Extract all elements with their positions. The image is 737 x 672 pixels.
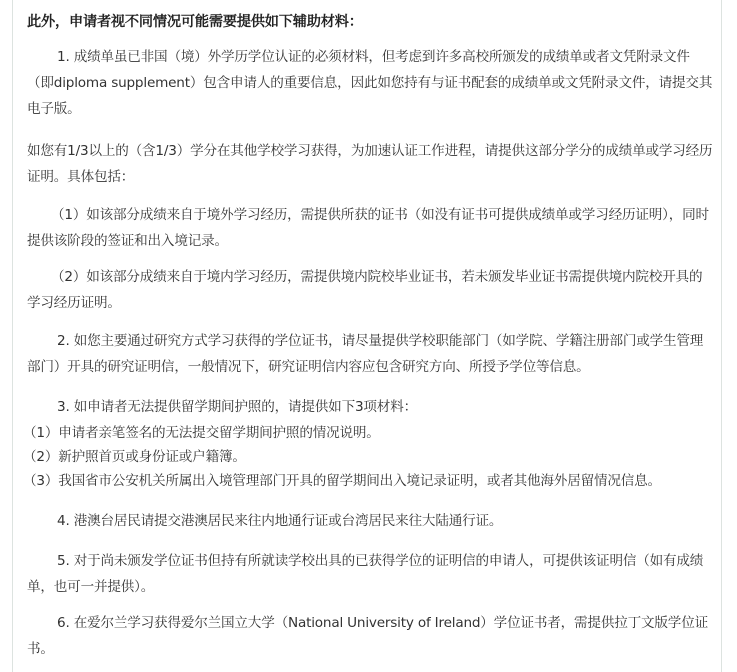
- item-5-degree-letter: 5. 对于尚未颁发学位证书但持有所就读学校出具的已获得学位的证明信的申请人，可提供该证明信（如有成绩单，也可一并提供）。: [27, 553, 704, 595]
- item-3-intro: 3. 如申请者无法提供留学期间护照的，请提供如下3项材料：: [57, 399, 417, 415]
- partial-credit-intro: 如您有1/3以上的（含1/3）学分在其他学校学习获得，为加速认证工作进程，请提供这部分学分的成绩单或学习经历证明。具体包括：: [27, 143, 713, 185]
- item-1-transcript: 1. 成绩单虽已非国（境）外学历学位认证的必须材料，但考虑到许多高校所颁发的成绩单或者文凭附录文件（即diploma supplement）包含申请人的重要信息，因此如您持有与证书配套的成绩单或文凭附录文件，请提交其电子版。: [27, 49, 713, 117]
- partial-credit-sub-2: （2）如该部分成绩来自于境内学习经历，需提供境内院校毕业证书，若未颁发毕业证书需提供境内院校开具的学习经历证明。: [27, 269, 703, 311]
- item-3-sub-1: （1）申请者亲笔签名的无法提交留学期间护照的情况说明。: [23, 425, 380, 441]
- item-3-sub-3: （3）我国省市公安机关所属出入境管理部门开具的留学期间出入境记录证明，或者其他海外居留情况信息。: [23, 473, 661, 489]
- partial-credit-sub-1: （1）如该部分成绩来自于境外学习经历，需提供所获的证书（如没有证书可提供成绩单或学习经历证明），同时提供该阶段的签证和出入境记录。: [27, 207, 709, 249]
- item-3-sub-2: （2）新护照首页或身份证或户籍簿。: [23, 449, 246, 465]
- item-4-hk-macau-taiwan: 4. 港澳台居民请提交港澳居民来往内地通行证或台湾居民来往大陆通行证。: [57, 513, 503, 529]
- item-2-research: 2. 如您主要通过研究方式学习获得的学位证书，请尽量提供学校职能部门（如学院、学籍注册部门或学生管理部门）开具的研究证明信，一般情况下，研究证明信内容应包含研究方向、所授予学位等信息。: [27, 333, 704, 375]
- item-6-ireland: 6. 在爱尔兰学习获得爱尔兰国立大学（National University of Ireland）学位证书者，需提供拉丁文版学位证书。: [27, 615, 708, 657]
- section-heading: 此外，申请者视不同情况可能需要提供如下辅助材料：: [27, 14, 363, 30]
